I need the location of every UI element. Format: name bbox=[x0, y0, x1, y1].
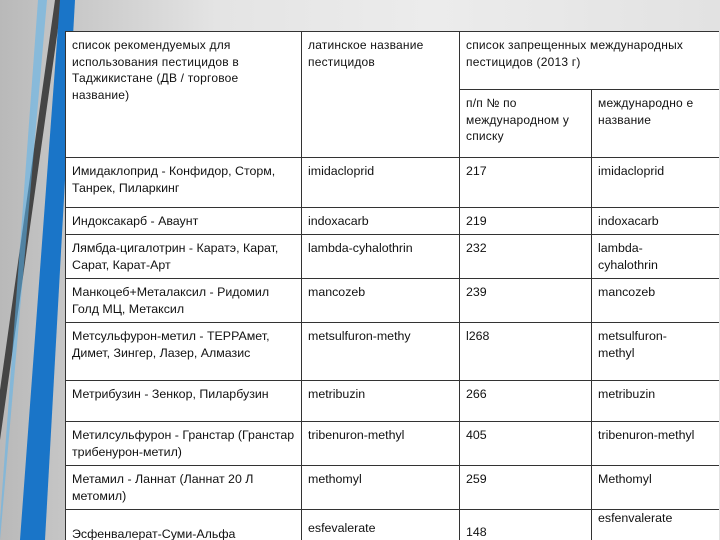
cell-intl-name: tribenuron-methyl bbox=[592, 422, 720, 466]
header-latin-name: латинское название пестицидов bbox=[302, 32, 460, 158]
header-recommended-list: список рекомендуемых для использования пестицидов в Таджикистане (ДВ / торговое название) bbox=[66, 32, 302, 158]
table-row bbox=[66, 235, 720, 279]
cell-recommended: Индоксакарб - Аваунт bbox=[66, 208, 302, 235]
cell-number: 232 bbox=[460, 235, 592, 279]
table-header-row bbox=[66, 32, 720, 90]
cell-number: 217 bbox=[460, 158, 592, 208]
cell-number: 259 bbox=[460, 466, 592, 510]
cell-intl-name: mancozeb bbox=[592, 279, 720, 323]
pesticides-table-container bbox=[65, 31, 719, 540]
cell-recommended: Метсульфурон-метил - ТЕРРАмет, Димет, Зингер, Лазер, Алмазис bbox=[66, 323, 302, 381]
table-row bbox=[66, 422, 720, 466]
cell-recommended: Метамил - Ланнат (Ланнат 20 Л метомил) bbox=[66, 466, 302, 510]
cell-latin: lambda-cyhalothrin bbox=[302, 235, 460, 279]
cell-intl-name: metribuzin bbox=[592, 381, 720, 422]
cell-intl-name: indoxacarb bbox=[592, 208, 720, 235]
cell-number: 266 bbox=[460, 381, 592, 422]
cell-recommended: Эсфенвалерат-Суми-Альфа bbox=[66, 510, 302, 540]
cell-intl-name: metsulfuron- methyl bbox=[592, 323, 720, 381]
cell-number: 219 bbox=[460, 208, 592, 235]
table-row bbox=[66, 510, 720, 540]
table-row bbox=[66, 208, 720, 235]
table-row bbox=[66, 323, 720, 381]
cell-recommended: Метрибузин - Зенкор, Пиларбузин bbox=[66, 381, 302, 422]
cell-number: 148 bbox=[460, 510, 592, 540]
cell-number: l268 bbox=[460, 323, 592, 381]
header-banned-list: список запрещенных международных пестицидов (2013 г) bbox=[460, 32, 720, 90]
cell-recommended: Имидаклоприд - Конфидор, Сторм, Танрек, Пиларкинг bbox=[66, 158, 302, 208]
cell-latin: imidacloprid bbox=[302, 158, 460, 208]
cell-number: 239 bbox=[460, 279, 592, 323]
cell-recommended: Метилсульфурон - Гранстар (Гранстар трибенурон-метил) bbox=[66, 422, 302, 466]
table-row bbox=[66, 466, 720, 510]
cell-latin: metsulfuron-methy bbox=[302, 323, 460, 381]
header-intl-list-number: п/п № по международном у списку bbox=[460, 90, 592, 158]
header-intl-name: международно е название bbox=[592, 90, 720, 158]
cell-intl-name: Methomyl bbox=[592, 466, 720, 510]
table-row bbox=[66, 381, 720, 422]
cell-latin: methomyl bbox=[302, 466, 460, 510]
cell-intl-name: lambda- cyhalothrin bbox=[592, 235, 720, 279]
cell-intl-name: imidacloprid bbox=[592, 158, 720, 208]
cell-latin: indoxacarb bbox=[302, 208, 460, 235]
table-row bbox=[66, 158, 720, 208]
cell-latin: tribenuron-methyl bbox=[302, 422, 460, 466]
cell-recommended: Лямбда-цигалотрин - Каратэ, Карат, Сарат, Карат-Арт bbox=[66, 235, 302, 279]
cell-latin: metribuzin bbox=[302, 381, 460, 422]
pesticides-table bbox=[65, 31, 719, 540]
cell-latin: esfevalerate bbox=[302, 510, 460, 540]
cell-intl-name: esfenvalerate bbox=[592, 510, 720, 540]
cell-number: 405 bbox=[460, 422, 592, 466]
table-row bbox=[66, 279, 720, 323]
cell-latin: mancozeb bbox=[302, 279, 460, 323]
cell-recommended: Манкоцеб+Металаксил - Ридомил Голд МЦ, Метаксил bbox=[66, 279, 302, 323]
